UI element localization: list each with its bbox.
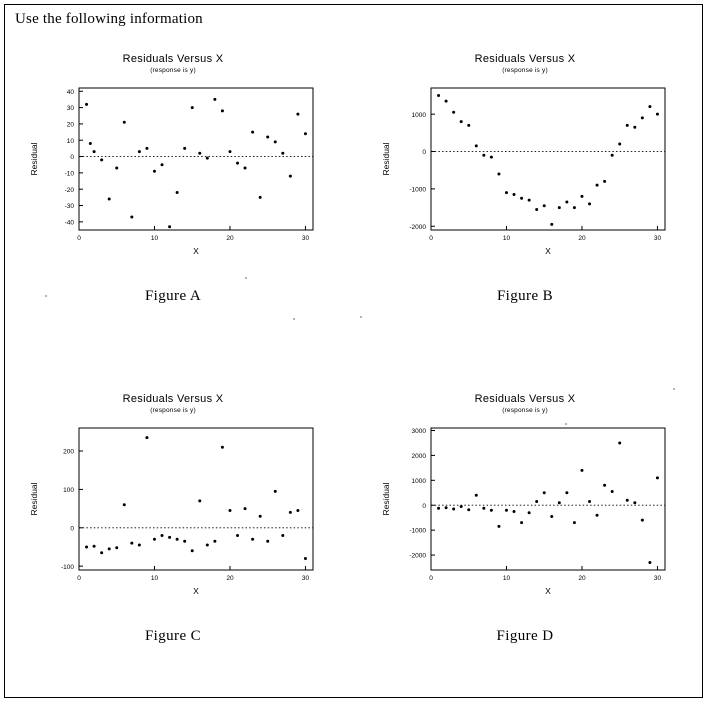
svg-text:0: 0 [77,575,81,582]
svg-text:-100: -100 [60,563,74,571]
plot-area-a [23,80,323,270]
figure-caption: Figure A [144,288,202,304]
chart-subtitle: (response is y) [502,67,548,74]
page-title: Use the following information [15,11,203,27]
svg-text:0: 0 [422,502,426,510]
svg-text:20: 20 [226,575,234,582]
svg-text:2000: 2000 [411,453,426,461]
scan-speck [360,316,362,318]
svg-text:0: 0 [70,154,74,162]
svg-text:Residual: Residual [29,482,39,516]
chart-title: Residuals Versus X [474,53,576,65]
figure-a [23,53,323,305]
svg-text:30: 30 [653,575,662,582]
svg-text:-1000: -1000 [409,186,426,194]
svg-text:20: 20 [578,575,586,582]
svg-text:200: 200 [63,448,74,456]
svg-text:1000: 1000 [411,111,426,119]
svg-text:30: 30 [301,575,310,582]
svg-text:-30: -30 [64,203,74,211]
figure-caption: Figure D [496,628,554,644]
worksheet-page [4,4,703,698]
svg-text:Residual: Residual [29,142,39,176]
svg-text:20: 20 [226,235,234,242]
svg-text:10: 10 [150,575,159,582]
figure-c [23,393,323,645]
svg-text:0: 0 [422,149,426,157]
svg-text:30: 30 [66,105,74,113]
figure-caption: Figure B [496,288,554,304]
figure-b [375,53,675,305]
svg-text:0: 0 [70,525,74,533]
svg-text:-40: -40 [64,219,74,227]
svg-text:-2000: -2000 [409,552,426,560]
scatter-plot-a [23,80,323,270]
svg-text:20: 20 [578,235,586,242]
svg-text:0: 0 [429,575,433,582]
svg-text:100: 100 [63,487,74,495]
svg-text:X: X [193,246,199,256]
chart-title: Residuals Versus X [474,393,576,405]
scan-speck [293,318,295,320]
svg-text:3000: 3000 [411,428,426,436]
svg-text:30: 30 [301,235,310,242]
chart-title: Residuals Versus X [122,393,224,405]
svg-text:20: 20 [66,121,74,129]
svg-text:10: 10 [502,235,511,242]
svg-text:10: 10 [66,137,74,145]
svg-text:10: 10 [502,575,511,582]
chart-subtitle: (response is y) [502,407,548,414]
scan-speck [673,388,675,390]
figure-d [375,393,675,645]
svg-text:10: 10 [150,235,159,242]
plot-area-b [375,80,675,270]
svg-text:0: 0 [429,235,433,242]
chart-subtitle: (response is y) [150,67,196,74]
chart-subtitle: (response is y) [150,407,196,414]
svg-text:-10: -10 [64,170,74,178]
figure-caption: Figure C [144,628,202,644]
scatter-plot-d [375,420,675,610]
svg-text:X: X [545,246,551,256]
svg-text:0: 0 [77,235,81,242]
plot-area-c [23,420,323,610]
scatter-plot-b [375,80,675,270]
svg-text:-20: -20 [64,186,74,194]
svg-text:X: X [545,586,551,596]
svg-text:40: 40 [66,88,74,96]
svg-text:Residual: Residual [381,142,391,176]
svg-text:Residual: Residual [381,482,391,516]
svg-text:1000: 1000 [411,477,426,485]
svg-text:-1000: -1000 [409,527,426,535]
svg-text:30: 30 [653,235,662,242]
svg-text:-2000: -2000 [409,223,426,231]
scatter-plot-c [23,420,323,610]
svg-text:X: X [193,586,199,596]
plot-area-d [375,420,675,610]
chart-title: Residuals Versus X [122,53,224,65]
